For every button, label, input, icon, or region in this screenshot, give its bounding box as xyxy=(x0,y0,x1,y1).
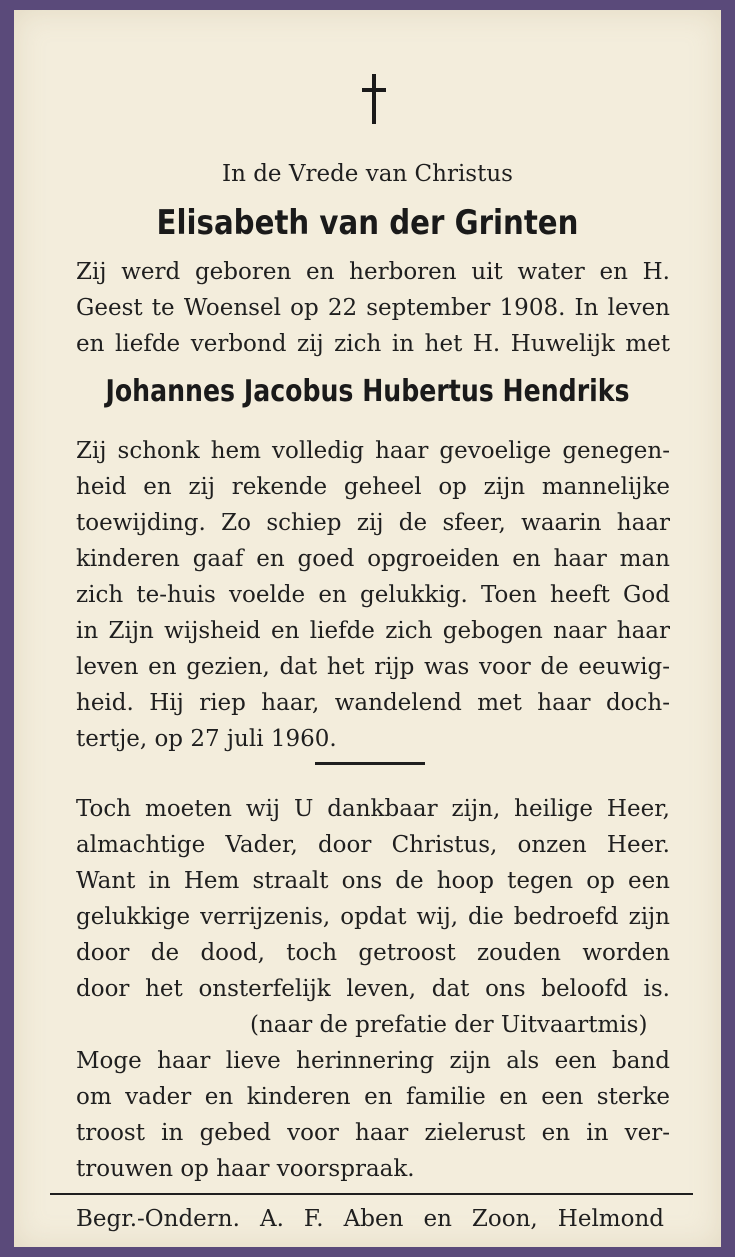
intro-line: Geest te Woensel op 22 september 1908. In leven xyxy=(76,295,670,321)
closing-line: trouwen op haar voorspraak. xyxy=(76,1156,415,1182)
life-line: in Zijn wijsheid en liefde zich gebogen naar haar xyxy=(76,618,670,644)
footer-divider xyxy=(50,1193,693,1195)
prayer-line: door de dood, toch getroost zouden worden xyxy=(76,940,670,966)
intro-line: Zij werd geboren en herboren uit water en H. xyxy=(76,259,670,285)
closing-line: troost in gebed voor haar zielerust en in ver- xyxy=(76,1120,670,1146)
prayer-line: Want in Hem straalt ons de hoop tegen op een xyxy=(76,868,670,894)
heading: In de Vrede van Christus xyxy=(222,161,513,187)
closing-line: om vader en kinderen en familie en een sterke xyxy=(76,1084,670,1110)
life-line: leven en gezien, dat het rijp was voor de eeuwig- xyxy=(76,654,670,680)
cross-icon xyxy=(359,74,389,134)
divider xyxy=(315,762,425,765)
life-line: kinderen gaaf en goed opgroeiden en haar man xyxy=(76,546,670,572)
source-citation: (naar de prefatie der Uitvaartmis) xyxy=(250,1012,648,1038)
closing-line: Moge haar lieve herinnering zijn als een band xyxy=(76,1048,670,1074)
life-line: zich te-huis voelde en gelukkig. Toen heeft God xyxy=(76,582,670,608)
memorial-card xyxy=(14,10,721,1247)
intro-line: en liefde verbond zij zich in het H. Huwelijk met xyxy=(76,331,670,357)
prayer-line: almachtige Vader, door Christus, onzen Heer. xyxy=(76,832,670,858)
life-line: heid en zij rekende geheel op zijn mannelijke xyxy=(76,474,670,500)
deceased-name: Elisabeth van der Grinten xyxy=(156,203,579,243)
prayer-line: door het onsterfelijk leven, dat ons beloofd is. xyxy=(76,976,670,1002)
life-line: heid. Hij riep haar, wandelend met haar doch- xyxy=(76,690,670,716)
life-line: toewijding. Zo schiep zij de sfeer, waarin haar xyxy=(76,510,670,536)
prayer-line: gelukkige verrijzenis, opdat wij, die bedroefd zijn xyxy=(76,904,670,930)
spouse-name: Johannes Jacobus Hubertus Hendriks xyxy=(105,374,630,409)
life-line: tertje, op 27 juli 1960. xyxy=(76,726,337,752)
life-line: Zij schonk hem volledig haar gevoelige genegen- xyxy=(76,438,670,464)
footer-undertaker: Begr.-Ondern. A. F. Aben en Zoon, Helmond xyxy=(76,1206,664,1232)
prayer-line: Toch moeten wij U dankbaar zijn, heilige Heer, xyxy=(76,796,670,822)
